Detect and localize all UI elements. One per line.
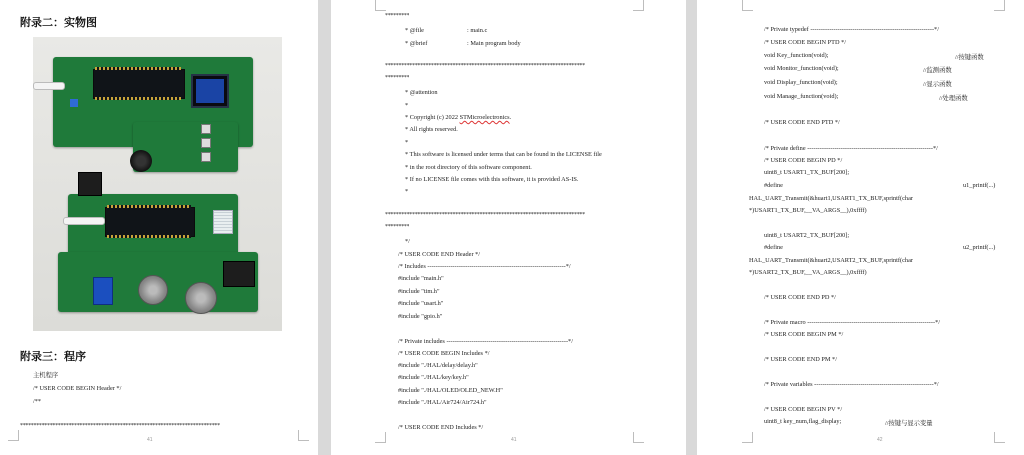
code-line: /* USER CODE BEGIN PM */	[764, 331, 844, 338]
document-page-2	[331, 0, 686, 455]
appendix-photo-heading: 附录二：实物图	[20, 17, 97, 29]
code-line: uint8_t USART2_TX_BUF[200];	[764, 232, 850, 239]
page-corner-mark	[298, 430, 309, 441]
function-comment: //显示函数	[923, 81, 952, 88]
temperature-sensor	[213, 210, 233, 234]
code-line: *)USART2_TX_BUF,__VA_ARGS__),0xffff)	[749, 269, 867, 276]
copyright-line: * Copyright (c) 2022 STMicroelectronics.	[405, 114, 512, 121]
wireless-module	[78, 172, 102, 196]
code-line: uint8_t key_num,flag_display;	[764, 418, 842, 425]
code-line: /* USER CODE END Header */	[398, 251, 481, 258]
include-line: #include "./HAL/delay/delay.h"	[398, 362, 478, 369]
code-line: /* Private variables ---------------------------------------------------------*/	[764, 381, 939, 388]
stars-separator: **************************************************************************	[385, 212, 585, 218]
page-corner-mark	[994, 0, 1005, 11]
code-line: * This software is licensed under terms that can be found in the LICENSE file	[405, 151, 602, 158]
function-comment: //监测函数	[923, 67, 952, 74]
push-button	[201, 152, 211, 162]
code-line: /* USER CODE END Includes */	[398, 424, 484, 431]
code-line: /* USER CODE END PTD */	[764, 119, 840, 126]
document-page-3	[697, 0, 1024, 455]
stars-separator: **************************************************************************	[20, 423, 220, 429]
code-line: *	[405, 188, 409, 195]
brief-value: : Main program body	[467, 40, 521, 47]
usb-cable	[33, 82, 65, 90]
function-comment: //按键函数	[955, 54, 984, 61]
pin-header	[95, 67, 181, 70]
code-line: /* USER CODE BEGIN PV */	[764, 406, 843, 413]
macro-name: u1_printf(...)	[963, 182, 996, 189]
text-line: /**	[33, 398, 42, 405]
define-keyword: #define	[764, 182, 783, 189]
file-tag: * @file	[405, 27, 424, 34]
buzzer	[130, 150, 152, 172]
text-line: 主机程序	[33, 372, 59, 379]
page-corner-mark	[994, 432, 1005, 443]
code-line: /* Private define ------------------------------------------------------------*/	[764, 145, 938, 152]
include-line: #include "./HAL/Air724/Air724.h"	[398, 399, 487, 406]
gas-sensor	[138, 275, 168, 305]
include-line: #include "./HAL/key/key.h"	[398, 374, 469, 381]
oled-display	[191, 74, 229, 108]
mcu-module	[105, 207, 195, 237]
function-declaration: void Manage_function(void);	[764, 93, 839, 100]
blue-component	[70, 99, 78, 107]
code-line: HAL_UART_Transmit(&huart1,USART1_TX_BUF,sprintf(char	[749, 195, 913, 202]
page-corner-mark	[375, 0, 386, 11]
define-keyword: #define	[764, 244, 783, 251]
cellular-module	[223, 261, 255, 287]
code-line: uint8_t USART1_TX_BUF[200];	[764, 169, 850, 176]
document-page-1	[0, 0, 318, 455]
usb-cable	[63, 217, 105, 225]
page-corner-mark	[633, 432, 644, 443]
page-corner-mark	[375, 432, 386, 443]
code-line: /* Private includes ----------------------------------------------------------*/	[398, 338, 573, 345]
text-line: /* USER CODE BEGIN Header */	[33, 385, 122, 392]
code-line: * All rights reserved.	[405, 126, 458, 133]
include-line: #include "tim.h"	[398, 288, 440, 295]
code-line: /* USER CODE BEGIN Includes */	[398, 350, 490, 357]
function-declaration: void Monitor_function(void);	[764, 65, 839, 72]
page-corner-mark	[742, 0, 753, 11]
function-declaration: void Display_function(void);	[764, 79, 838, 86]
push-button	[201, 138, 211, 148]
code-line: *	[405, 102, 409, 109]
function-declaration: void Key_function(void);	[764, 52, 829, 59]
code-line: */	[405, 238, 410, 245]
include-line: #include "usart.h"	[398, 300, 444, 307]
pin-header	[107, 235, 191, 238]
code-line: /* Private typedef -----------------------------------------------------------*/	[764, 26, 939, 33]
page-corner-mark	[742, 432, 753, 443]
include-line: #include "./HAL/OLED/OLED_NEW.H"	[398, 387, 503, 394]
stars-separator: *********	[385, 75, 410, 81]
code-line: *	[405, 139, 409, 146]
page-corner-mark	[633, 0, 644, 11]
mcu-module	[93, 69, 185, 99]
include-line: #include "main.h"	[398, 275, 444, 282]
push-button	[201, 124, 211, 134]
gas-sensor	[185, 282, 217, 314]
stars-separator: **************************************************************************	[385, 63, 585, 69]
code-line: /* Private macro -------------------------------------------------------------*/	[764, 319, 940, 326]
code-line: /* USER CODE BEGIN PTD */	[764, 39, 847, 46]
appendix-program-heading: 附录三：程序	[20, 351, 86, 363]
page-number: 41	[147, 437, 153, 443]
code-line: /* USER CODE END PM */	[764, 356, 837, 363]
code-line: * in the root directory of this software component.	[405, 164, 532, 171]
page-corner-mark	[8, 430, 19, 441]
code-line: * If no LICENSE file comes with this software, it is provided AS-IS.	[405, 176, 579, 183]
company-name: STMicroelectronics	[459, 114, 510, 121]
code-line: *)USART1_TX_BUF,__VA_ARGS__),0xffff)	[749, 207, 867, 214]
code-line: /* USER CODE BEGIN PD */	[764, 157, 843, 164]
code-line: HAL_UART_Transmit(&huart2,USART2_TX_BUF,sprintf(char	[749, 257, 913, 264]
page-number: 41	[511, 437, 517, 443]
pin-header	[95, 97, 181, 100]
hardware-photo	[33, 37, 282, 331]
page-number: 42	[877, 437, 883, 443]
code-line: /* Includes ------------------------------------------------------------------*/	[398, 263, 571, 270]
macro-name: u2_printf(...)	[963, 244, 996, 251]
variable-comment: //按键与显示变量	[885, 420, 933, 427]
pin-header	[107, 205, 191, 208]
code-line: * @attention	[405, 89, 438, 96]
relay	[93, 277, 113, 305]
stars-separator: *********	[385, 224, 410, 230]
stars-separator: *********	[385, 13, 410, 19]
code-line: /* USER CODE END PD */	[764, 294, 836, 301]
function-comment: //处理函数	[939, 95, 968, 102]
brief-tag: * @brief	[405, 40, 428, 47]
include-line: #include "gpio.h"	[398, 313, 443, 320]
file-value: : main.c	[467, 27, 488, 34]
